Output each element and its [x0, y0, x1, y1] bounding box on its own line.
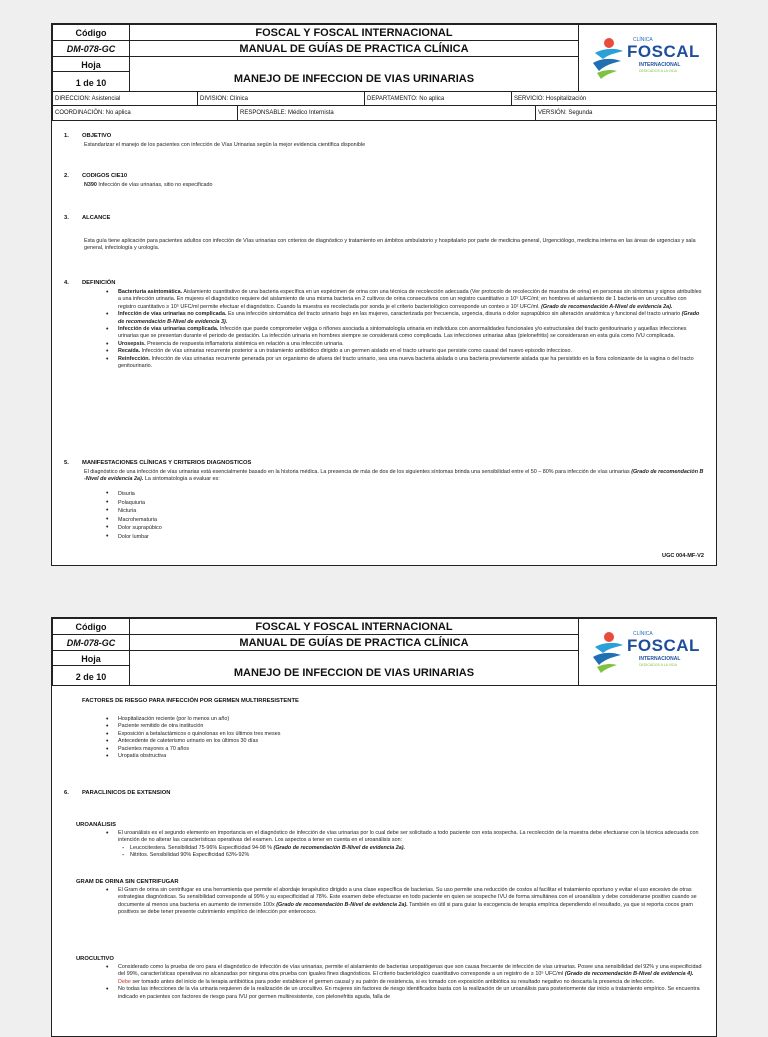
objetivo-text: Estandarizar el manejo de los pacientes con infección de Vías Urinarias según la mejor evidencia científica disponible: [84, 142, 366, 148]
section-title: ALCANCE: [82, 215, 111, 221]
urocultivo-text-2: • No todas las infecciones de la vía urinaria requieren de la realización de un urocultivo. En mujeres sin factores de riesgo identificados basta con la realización de un uroanálisis para posteriormente dar inicio a tratamiento empírico. Se encuentra indicado en pacientes con factores de riesgo para IVU por germen multiresistente, con pielonefritis aguda, falla de: [96, 986, 704, 1001]
section-title: MANIFESTACIONES CLÍNICAS Y CRITERIOS DIAGNOSTICOS: [82, 460, 252, 466]
direccion: DIRECCION: Asistencial: [55, 96, 121, 102]
subsection-uroanalisis: UROANÁLISIS: [76, 822, 116, 828]
definition-item: [96, 326, 704, 341]
logo-sub: INTERNACIONAL: [639, 62, 681, 68]
section-title: DEFINICIÓN: [82, 280, 116, 286]
document-page-2: [51, 617, 717, 1037]
definition-text: Aislamiento cuantitativo de una bacteria específica en un espécimen de orina con una técnica de recolección adecuada (Ver protocolo de recolección de muestra de orina) en personas sin síntomas y signos atribuibles a una infección urinaria. En mujeres el diagnóstico requiere del aislamiento de una misma bacteria en 2 cultivos de orina consecutivos con un registro cuantitativo ≥ 10⁵ UFC/ml; en hombres el aislamiento de 1 bacteria en un urocultivo con registro cuantitativo ≥ 10⁵ UFC/ml permite efectuar el diagnóstico. Cuando la muestra es recolectada por sonda je el criterio bacteriológico corresponde un conteo ≥ 10² UFC/ml.: [118, 289, 702, 310]
alcance-text: Esta guía tiene aplicación para pacientes adultos con infección de Vías urinarias con criterios de diagnóstico y tratamiento en ámbitos ambulatorio y hospitalario por parte de medicina general, Urgenciólogo, medicina interna en las áreas de urgencias y sala general, infectología y urología.: [84, 238, 696, 252]
definition-text: Es una infección sintomática del tracto urinario bajo en las mujeres, caracterizada por frecuencia, urgencia, disuria o dolor suprapúbico sin alteración anatómica y funcional del tracto urinario: [227, 311, 681, 318]
codigo-label: Código: [75, 28, 107, 38]
logo-tagline: DEDICADOS A LA VIDA: [639, 663, 677, 667]
org-cell: [129, 618, 579, 635]
org-name: FOSCAL Y FOSCAL INTERNACIONAL: [255, 27, 453, 39]
section-definicion: [64, 280, 116, 286]
division-cell: [197, 91, 365, 106]
codigo-value-cell: [52, 634, 130, 651]
section-number: 3.: [64, 215, 69, 221]
logo-sub: INTERNACIONAL: [639, 656, 681, 662]
section-alcance: [64, 215, 110, 221]
departamento-cell: [364, 91, 512, 106]
definition-item: [96, 356, 704, 371]
hoja-label: Hoja: [81, 60, 101, 70]
page-header: [52, 618, 716, 686]
logo-small-text: CLÍNICA: [633, 37, 653, 43]
foscal-logo: [591, 37, 625, 84]
direccion-cell: [52, 91, 198, 106]
evidence-grade: (Grado de recomendación B-Nivel de evidencia 2a).: [276, 901, 408, 908]
section-number: 6.: [64, 790, 69, 796]
definition-text: Presencia de respuesta inflamatoria sistémica en relación a una infección urinaria.: [147, 340, 344, 347]
section-title: PARACLINICOS DE EXTENSION: [82, 790, 171, 796]
document-page-1: [51, 23, 717, 566]
urocultivo-text: [96, 964, 704, 986]
manifestaciones-body: El diagnóstico de una infección de vías urinarias está esencialmente basado en la historia médica. La presencia de más de dos de los siguientes síntomas brinda una sensibilidad entre el 50 – 80% para infección de vías urinarias: [84, 469, 630, 475]
evidence-grade: (Grado de recomendación B-Nivel de evidencia 3).: [118, 311, 700, 325]
symptom-item: • Polaquiuria: [96, 499, 704, 508]
page-footer-code: UGC 004-MF-V2: [662, 553, 704, 559]
risk-item: • Paciente remitido de otra institución: [96, 723, 704, 730]
definition-item: [96, 348, 704, 355]
risk-item: • Uropatía obstructiva: [96, 753, 704, 760]
division: DIVISION: Clínica: [200, 96, 249, 102]
risk-item: • Exposición a betalactámicos o quinolonas en los últimos tres meses: [96, 731, 704, 738]
symptom-item: • Macrohematuria: [96, 516, 704, 525]
symptom-item: • Nicturia: [96, 507, 704, 516]
hoja-label: Hoja: [81, 654, 101, 664]
cie10-description: Infección de vías urinarias, sitio no especificado: [98, 182, 213, 188]
definition-text: Infección de vías urinarias recurrente generada por un organismo de afuera del tracto urinario, sea una nueva bacteria aislada o una bacteria previamente aislada que ha persistido en la flora colonizante de la vagina o del tracto genitourinario.: [118, 355, 694, 370]
section-codigos: [64, 173, 127, 179]
logo-tagline: DEDICADOS A LA VIDA: [639, 69, 677, 73]
coordinacion: COORDINACIÓN: No aplica: [55, 110, 131, 116]
hoja-label-cell: [52, 650, 130, 666]
definition-term: Reinfección.: [118, 355, 151, 362]
manual-cell: [129, 634, 579, 651]
codigo-value: DM-078-GC: [66, 44, 116, 54]
hoja-value: 1 de 10: [75, 78, 107, 88]
definition-term: Infección de vías urinarias no complicada.: [118, 311, 227, 318]
section-number: 5.: [64, 460, 69, 466]
definition-term: Urosepsis.: [118, 340, 146, 347]
gram-text: [96, 887, 704, 917]
logo-brand: FOSCAL: [627, 636, 700, 655]
risk-list: [96, 716, 704, 760]
servicio: SERVICIO: Hospitalización: [514, 96, 587, 102]
responsable: RESPONSABLE: Médico Internista: [240, 110, 334, 116]
symptoms-list: [96, 490, 704, 542]
uroanalisis-block: [96, 830, 704, 860]
definition-term: Infección de vías urinarias complicada.: [118, 326, 219, 333]
definition-text: Infección de vías urinarias recurrente posterior a un tratamiento antibiótico dirigido a un germen aislado en el tracto urinario que persiste como causal del nuevo episodio infeccioso.: [141, 348, 572, 355]
version: VERSIÓN: Segunda: [538, 110, 593, 116]
logo-brand: FOSCAL: [627, 42, 700, 61]
version-cell: [535, 105, 717, 121]
uroanalisis-body: El uroanálisis es el segundo elemento en importancia en el diagnóstico de infección de vías urinarias por lo cual debe ser solicitado a todo paciente con esta sospecha. La recolección de la muestra debe efectuarse con la técnica adecuada con intención de no alterar las características operativas del examen. Los aspectos a tener en cuenta en el uroanálisis son:: [118, 830, 699, 844]
gram-body: El Gram de orina sin centrifugar es una herramienta que permite el abordaje terapéutico dirigido a una clase específica de bacterias. Su uso permite una reducción de costos al facilitar el tratamiento oportuno y evitar el uso excesivo de otras estrategias diagnósticas. Su sensibilidad corresponde al 99% y su especificidad al 78%. Este examen debe efectuarse en todo paciente en quien se sospeche IVU de forma simultánea con el uroanálisis y debe considerarse positivo cuando se documente al menos una bacteria en aumento de inmersión 100x: [118, 887, 697, 908]
hoja-value-cell: [52, 665, 130, 686]
risk-item: • Antecedente de cateterismo urinario en los últimos 30 días: [96, 738, 704, 745]
section-number: 4.: [64, 280, 69, 286]
symptom-item: • Disuria: [96, 490, 704, 499]
manual-title: MANUAL DE GUÍAS DE PRACTICA CLÍNICA: [239, 43, 469, 55]
hoja-value: 2 de 10: [75, 672, 107, 682]
evidence-grade: (Grado de recomendación B-Nivel de evidencia 4).: [564, 971, 694, 978]
section-title: CODIGOS CIE10: [82, 173, 128, 179]
departamento: DEPARTAMENTO: No aplica: [367, 96, 445, 102]
definition-text: Infección que puede comprometer vejiga o riñones asociada a sintomatología urinaria en individuos con anormalidades funcionales y/o estructurales del tracto genitourinario y aquellas infecciones urinarias que se presentan durante el periodo de gestación. La infección urinaria en hombres siempre se considerará como complicada. Las infecciones urinarias altas (pielonefritis) se consideraran en esta guía como IVU complicada.: [118, 326, 687, 340]
codigo-value-cell: [52, 40, 130, 57]
section-objetivo: [64, 133, 111, 139]
section-factores-riesgo: FACTORES DE RIESGO PARA INFECCIÓN POR GERMEN MULTIRRESISTENTE: [82, 698, 299, 704]
section-manifestaciones: [64, 460, 251, 466]
risk-item: • Hospitalización reciente (por lo menos un año): [96, 716, 704, 723]
urocultivo-tail: ser tomado antes del inicio de la terapia antibiótica para poder establecer el germen causal y su patrón de resistencia, si es tomado con exposición antibiótica su resultado negativo no descarta la presencia de infección.: [132, 978, 655, 985]
section-paraclinicos: [64, 790, 170, 796]
definition-term: Bacteriuria asintomática.: [118, 289, 183, 295]
coordinacion-cell: [52, 105, 238, 121]
codigo-label: Código: [75, 622, 107, 632]
subsection-gram: GRAM DE ORINA SIN CENTRIFUGAR: [76, 879, 179, 885]
uroanalisis-item: - Nitritos. Sensibilidad 90% Especificidad 63%-92%: [118, 852, 704, 859]
definition-term: Recaída.: [118, 348, 141, 355]
foscal-figure-icon: [591, 631, 625, 673]
manifestaciones-text: [84, 469, 704, 484]
org-cell: [129, 24, 579, 41]
definition-item: [96, 289, 704, 311]
doc-title-cell: [129, 650, 579, 686]
doc-title-cell: [129, 56, 579, 92]
symptom-item: • Dolor suprapúbico: [96, 524, 704, 533]
definiciones-list: [96, 289, 704, 370]
codigo-label-cell: [52, 24, 130, 41]
subsection-urocultivo: UROCULTIVO: [76, 956, 114, 962]
evidence-grade: (Grado de recomendación B -Nivel de evidencia 2a).: [84, 469, 704, 483]
section-title: OBJETIVO: [82, 133, 112, 139]
risk-item: • Pacientes mayores a 70 años: [96, 746, 704, 753]
codigo-cie10-line: [84, 182, 704, 189]
page-header: [52, 24, 716, 146]
doc-title: MANEJO DE INFECCION DE VIAS URINARIAS: [233, 667, 475, 679]
codigo-label-cell: [52, 618, 130, 635]
uroanalisis-item: [118, 845, 704, 852]
foscal-logo: [591, 631, 625, 678]
logo-small-text: CLÍNICA: [633, 631, 653, 637]
gram-block: [96, 887, 704, 917]
evidence-grade: (Grado de recomendación B-Nivel de evidencia 2a).: [273, 844, 406, 851]
servicio-cell: [511, 91, 717, 106]
section-number: 1.: [64, 133, 69, 139]
evidence-grade: (Grado de recomendación A-Nivel de evidencia 2a).: [541, 303, 673, 310]
hoja-value-cell: [52, 71, 130, 92]
doc-title: MANEJO DE INFECCION DE VIAS URINARIAS: [233, 73, 475, 85]
logo-cell: [578, 24, 717, 92]
manual-title: MANUAL DE GUÍAS DE PRACTICA CLÍNICA: [239, 637, 469, 649]
manual-cell: [129, 40, 579, 57]
definition-item: [96, 341, 704, 348]
manifestaciones-tail: La sintomatología a evaluar es:: [144, 476, 220, 483]
gram-tail: También es útil si para guiar la escogencia de terapia empírica dependiendo el resultado, ya que si reporta cocos gram positivos se debe tener presente cubrimiento empírico de infección por enterococo.: [118, 901, 693, 916]
leucocitestera-text: Leucocitestera. Sensibilidad 75-96% Especificidad 94-98 %: [130, 844, 273, 851]
symptom-item: • Dolor lumbar: [96, 533, 704, 542]
urocultivo-body: Considerado como la prueba de oro para el diagnóstico de infección de vías urinarias, permite el aislamiento de bacterias uropatógenas que son causa frecuente de infección de vías urinarias. Posee una sensibilidad del 92% y una especificidad del 99%, características operativas no alcanzadas por ninguna otra prueba con iguales fines diagnósticos. El criterio bacteriológico cuantitativo corresponde a un registro de ≥ 10⁵ UFC/ml: [118, 964, 702, 978]
definition-item: [96, 311, 704, 326]
hoja-label-cell: [52, 56, 130, 72]
cie10-code: N390: [84, 182, 97, 188]
responsable-cell: [237, 105, 536, 121]
uroanalisis-text: [96, 830, 704, 860]
logo-cell: [578, 618, 717, 686]
urocultivo-block: [96, 964, 704, 1001]
highlight-word: Debe: [118, 978, 131, 985]
section-number: 2.: [64, 173, 69, 179]
codigo-value: DM-078-GC: [66, 638, 116, 648]
foscal-figure-icon: [591, 37, 625, 79]
org-name: FOSCAL Y FOSCAL INTERNACIONAL: [255, 621, 453, 633]
